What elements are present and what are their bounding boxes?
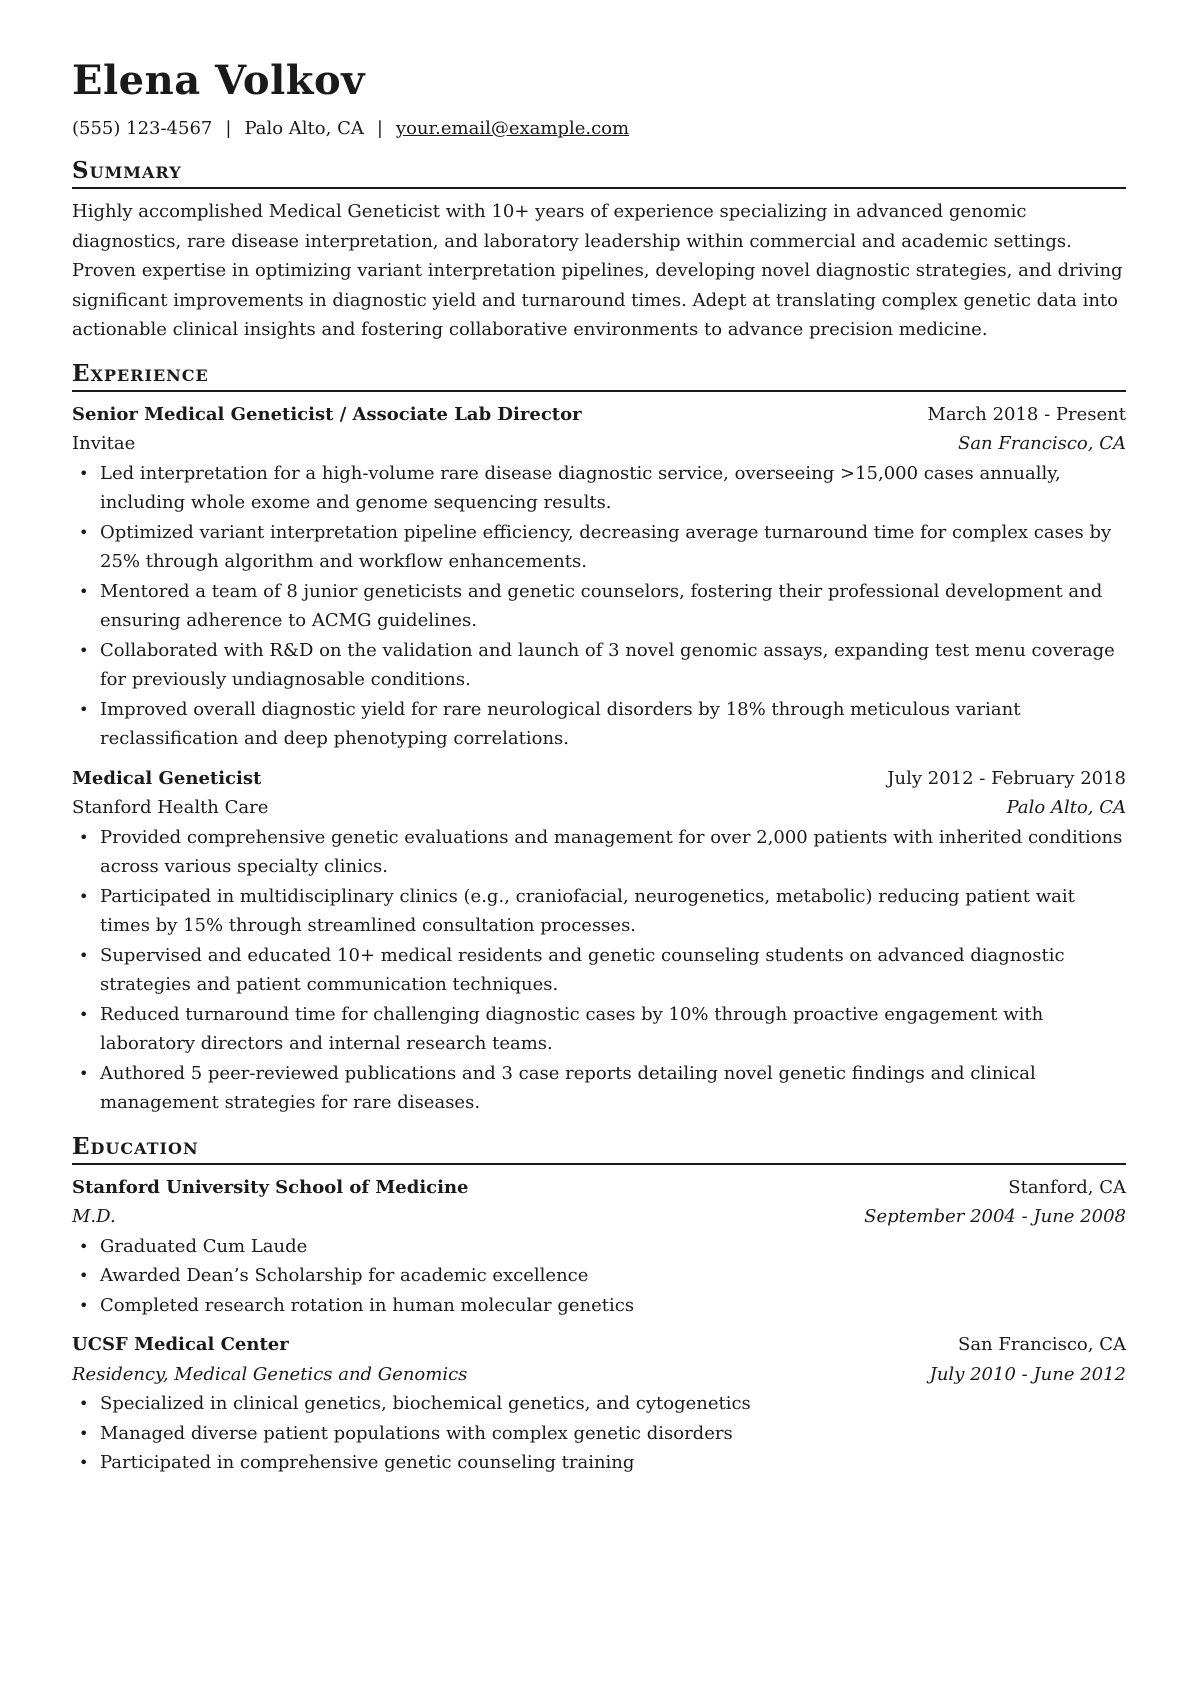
education-heading: Education bbox=[72, 1132, 1126, 1165]
bullet-icon: • bbox=[79, 1423, 89, 1443]
location: Palo Alto, CA bbox=[244, 118, 364, 139]
job-entry bbox=[72, 400, 1126, 754]
bullet-text: Provided comprehensive genetic evaluations and management for over 2,000 patients with inherited conditions across various specialty clinics. bbox=[100, 826, 1123, 877]
job-title: Medical Geneticist bbox=[72, 767, 262, 789]
education-section bbox=[72, 1132, 1126, 1478]
bullet-icon: • bbox=[79, 699, 89, 719]
school-name: UCSF Medical Center bbox=[72, 1334, 289, 1355]
list-item bbox=[72, 459, 1126, 518]
education-dates: July 2010 - June 2012 bbox=[929, 1363, 1126, 1385]
bullet-text: Reduced turnaround time for challenging diagnostic cases by 10% through proactive engagement with laboratory directors and internal research teams. bbox=[100, 1003, 1044, 1054]
list-item bbox=[72, 1291, 1126, 1321]
list-item bbox=[72, 695, 1126, 754]
bullet-text: Completed research rotation in human molecular genetics bbox=[100, 1294, 635, 1316]
company-name: Stanford Health Care bbox=[72, 797, 269, 818]
bullet-text: Collaborated with R&D on the validation and launch of 3 novel genomic assays, expanding test menu coverage for previously undiagnosable conditions. bbox=[100, 639, 1115, 690]
email-link[interactable]: your.email@example.com bbox=[395, 118, 630, 139]
school-location: Stanford, CA bbox=[1008, 1176, 1126, 1198]
bullet-icon: • bbox=[79, 1063, 89, 1083]
job-location: Palo Alto, CA bbox=[1006, 797, 1126, 818]
bullet-icon: • bbox=[79, 522, 89, 542]
experience-section bbox=[72, 359, 1126, 1118]
bullet-icon: • bbox=[79, 640, 89, 660]
list-item bbox=[72, 882, 1126, 941]
list-item bbox=[72, 941, 1126, 1000]
company-name: Invitae bbox=[72, 433, 136, 454]
bullet-text: Optimized variant interpretation pipeline efficiency, decreasing average turnaround time for complex cases by 25% through algorithm and workflow enhancements. bbox=[100, 521, 1112, 572]
degree: Residency, Medical Genetics and Genomics bbox=[72, 1363, 468, 1385]
bullet-icon: • bbox=[79, 1004, 89, 1024]
bullet-icon: • bbox=[79, 581, 89, 601]
bullet-icon: • bbox=[79, 1295, 89, 1315]
list-item bbox=[72, 823, 1126, 882]
list-item bbox=[72, 1000, 1126, 1059]
school-location: San Francisco, CA bbox=[957, 1334, 1126, 1355]
list-item bbox=[72, 1448, 1126, 1478]
job-dates: July 2012 - February 2018 bbox=[887, 767, 1126, 789]
separator: | bbox=[376, 118, 383, 139]
list-item bbox=[72, 577, 1126, 636]
contact-line bbox=[72, 116, 1126, 142]
school-name: Stanford University School of Medicine bbox=[72, 1176, 469, 1198]
list-item bbox=[72, 1232, 1126, 1262]
bullet-text: Managed diverse patient populations with complex genetic disorders bbox=[100, 1422, 733, 1444]
bullet-text: Supervised and educated 10+ medical residents and genetic counseling students on advanced diagnostic strategies and patient communication techniques. bbox=[100, 944, 1065, 995]
education-entry bbox=[72, 1173, 1126, 1321]
list-item bbox=[72, 1261, 1126, 1291]
bullet-icon: • bbox=[79, 886, 89, 906]
job-entry bbox=[72, 764, 1126, 1118]
bullet-icon: • bbox=[79, 945, 89, 965]
education-bullets bbox=[72, 1389, 1126, 1478]
bullet-icon: • bbox=[79, 1266, 89, 1285]
resume-page bbox=[72, 56, 1126, 1478]
bullet-text: Participated in comprehensive genetic counseling training bbox=[100, 1452, 635, 1473]
education-dates: September 2004 - June 2008 bbox=[864, 1206, 1126, 1227]
summary-text: Highly accomplished Medical Geneticist with 10+ years of experience specializing in advanced genomic diagnostics, rare disease interpretation, and laboratory leadership within commercial and academic settings. Proven expertise in optimizing variant interpretation pipelines, developing novel diagnostic strategies, and driving significant improvements in diagnostic yield and turnaround times. Adept at translating complex genetic data into actionable clinical insights and fostering collaborative environments to advance precision medicine. bbox=[72, 201, 1123, 340]
bullet-text: Graduated Cum Laude bbox=[100, 1235, 308, 1257]
bullet-text: Awarded Dean’s Scholarship for academic excellence bbox=[100, 1265, 589, 1286]
bullet-icon: • bbox=[79, 827, 89, 847]
education-entry bbox=[72, 1330, 1126, 1478]
bullet-icon: • bbox=[79, 463, 89, 483]
bullet-icon: • bbox=[79, 1453, 89, 1472]
bullet-text: Improved overall diagnostic yield for rare neurological disorders by 18% through meticulous variant reclassification and deep phenotyping correlations. bbox=[100, 698, 1021, 749]
job-location: San Francisco, CA bbox=[957, 433, 1126, 454]
bullet-icon: • bbox=[79, 1394, 89, 1413]
list-item bbox=[72, 1419, 1126, 1449]
phone-number: (555) 123-4567 bbox=[72, 118, 213, 139]
list-item bbox=[72, 1389, 1126, 1419]
separator: | bbox=[225, 118, 232, 139]
education-bullets bbox=[72, 1232, 1126, 1321]
degree: M.D. bbox=[72, 1206, 116, 1227]
list-item bbox=[72, 1059, 1126, 1118]
job-title: Senior Medical Geneticist / Associate Lab Director bbox=[72, 403, 582, 425]
bullet-text: Participated in multidisciplinary clinics (e.g., craniofacial, neurogenetics, metabolic) reducing patient wait times by 15% through streamlined consultation processes. bbox=[100, 885, 1075, 936]
job-dates: March 2018 - Present bbox=[927, 403, 1126, 425]
candidate-name: Elena Volkov bbox=[72, 57, 365, 104]
experience-heading: Experience bbox=[72, 359, 1126, 392]
job-bullets bbox=[72, 823, 1126, 1118]
bullet-text: Led interpretation for a high-volume rare disease diagnostic service, overseeing >15,000 cases annually, including whole exome and genome sequencing results. bbox=[100, 462, 1061, 513]
summary-section bbox=[72, 156, 1126, 345]
list-item bbox=[72, 636, 1126, 695]
summary-heading: Summary bbox=[72, 156, 1126, 189]
bullet-icon: • bbox=[79, 1236, 89, 1256]
bullet-text: Mentored a team of 8 junior geneticists and genetic counselors, fostering their professional development and ensuring adherence to ACMG guidelines. bbox=[100, 580, 1103, 631]
job-bullets bbox=[72, 459, 1126, 754]
list-item bbox=[72, 518, 1126, 577]
bullet-text: Specialized in clinical genetics, biochemical genetics, and cytogenetics bbox=[100, 1393, 751, 1414]
bullet-text: Authored 5 peer-reviewed publications and 3 case reports detailing novel genetic findings and clinical management strategies for rare diseases. bbox=[100, 1062, 1036, 1113]
